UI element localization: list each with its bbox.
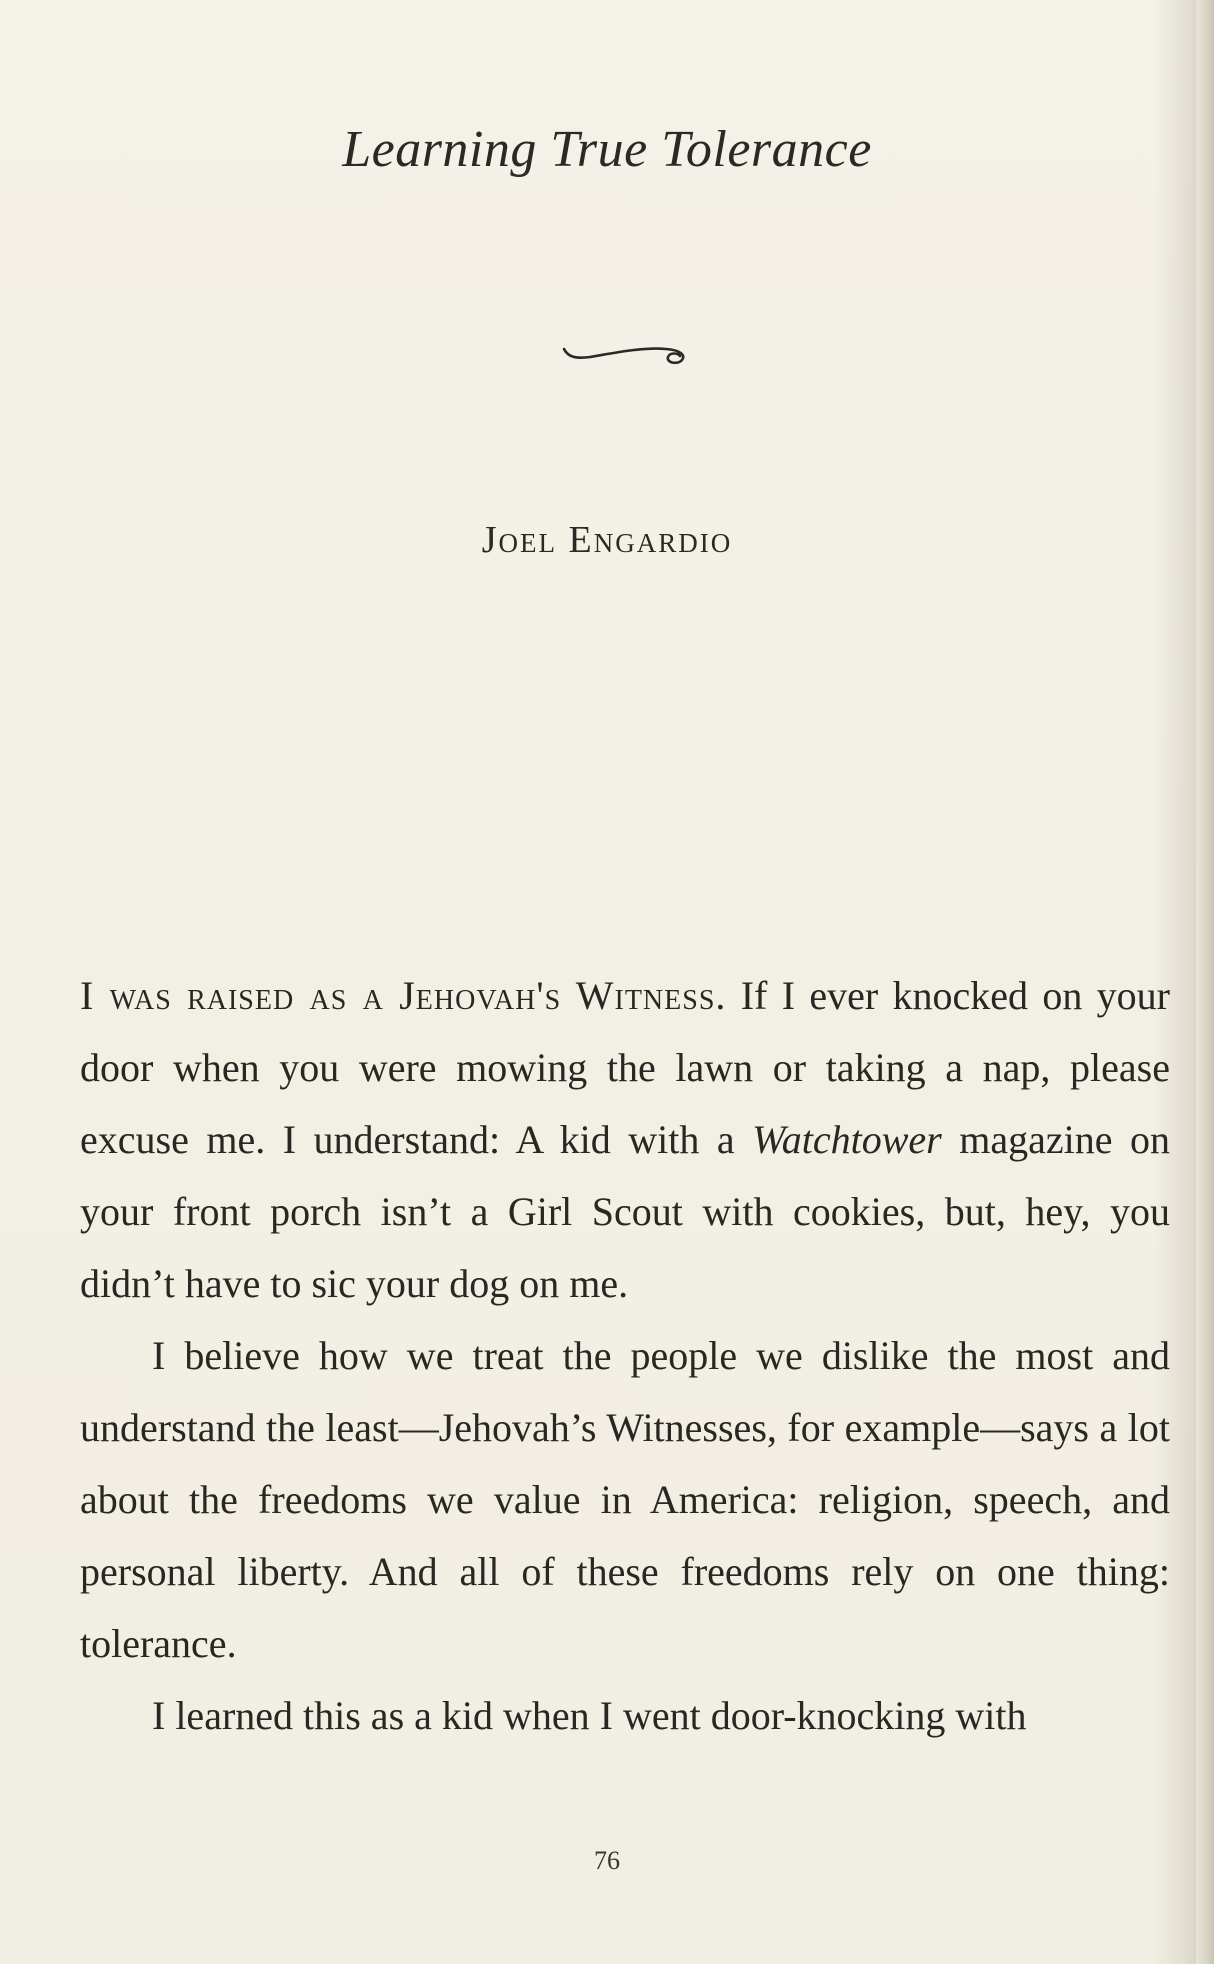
chapter-title: Learning True Tolerance xyxy=(342,121,872,178)
flourish-ornament-icon xyxy=(562,343,692,373)
lead-in-small-caps: I was raised as a Jehovah's Witness. xyxy=(80,973,727,1018)
body-text xyxy=(80,960,1170,1752)
paragraph-2: I believe how we treat the people we dislike the most and understand the least—Jehovah’s Witnesses, for example—says a lot about the freedoms we value in America: religion, speech, and personal liberty. And all of these freedoms rely on one thing: tolerance. xyxy=(80,1333,1170,1666)
paragraph-1-text-a: If I ever knocked on your door when you were mowing the lawn or taking a nap, please excuse me. I understand: A kid with a xyxy=(80,973,1170,1162)
paragraph-3: I learned this as a kid when I went door-knocking with xyxy=(152,1693,1027,1738)
magazine-title-italic: Watchtower xyxy=(752,1117,942,1162)
page-number: 76 xyxy=(594,1846,620,1875)
page-edge xyxy=(1196,0,1214,1964)
paragraph-1 xyxy=(80,960,1170,1320)
paragraph-1-text-b: magazine on your front porch isn’t a Girl Scout with cookies, but, hey, you didn’t have to sic your dog on me. xyxy=(80,1117,1170,1306)
author-name: Joel Engardio xyxy=(481,519,733,561)
